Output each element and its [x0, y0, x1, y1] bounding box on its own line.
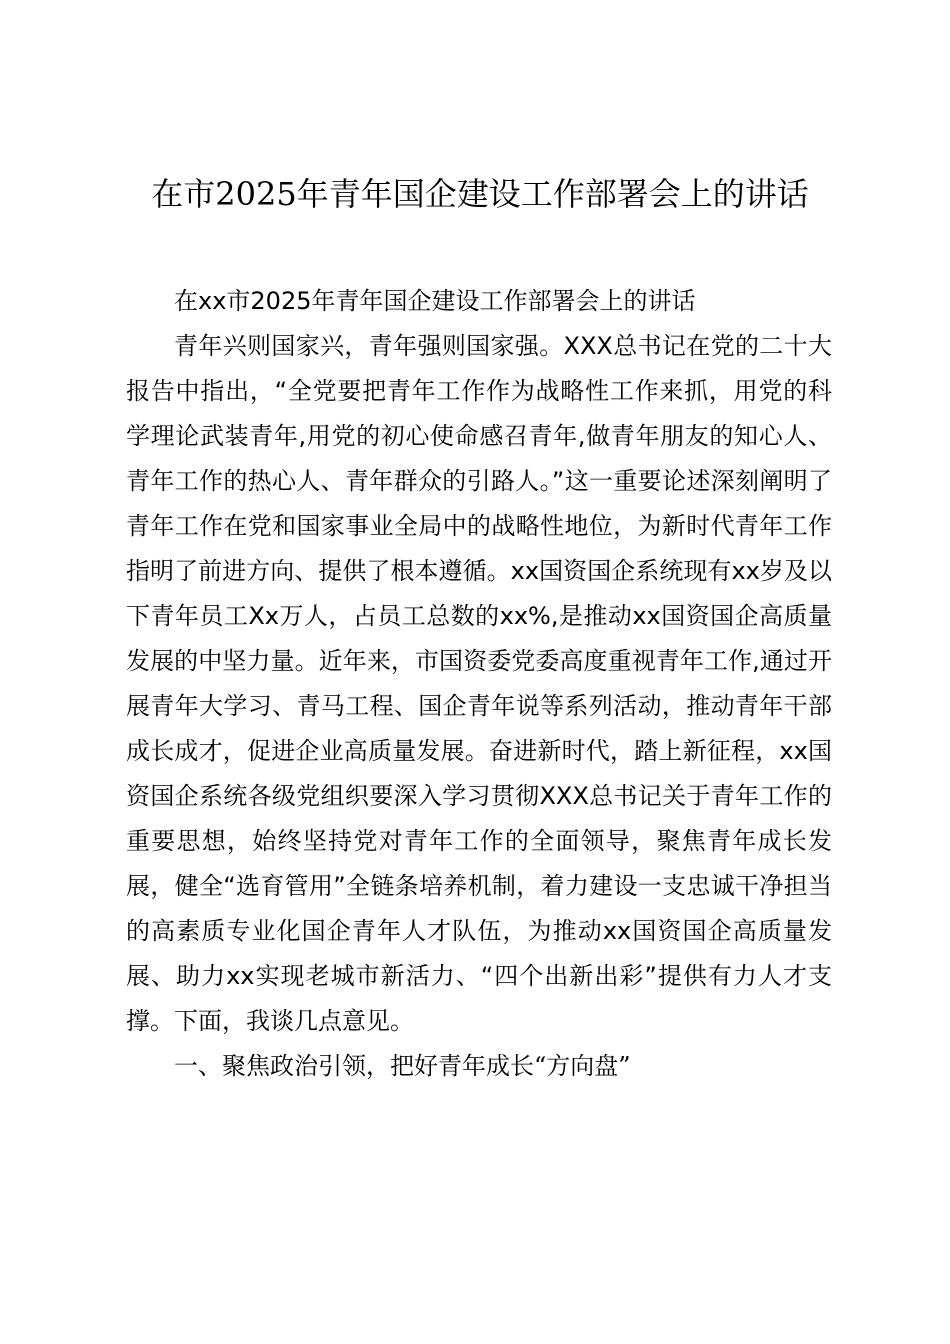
subtitle-line: 在xx市2025年青年国企建设工作部署会上的讲话 [174, 287, 696, 315]
document-body [126, 279, 832, 1089]
body-paragraph: 青年兴则国家兴，青年强则国家强。XXX总书记在党的二十大报告中指出，“全党要把青年工作作为战略性工作来抓，用党的科学理论武装青年,用党的初心使命感召青年,做青年朋友的知心人、青年工作的热心人、青年群众的引路人。”这一重要论述深刻阐明了青年工作在党和国家事业全局中的战略性地位，为新时代青年工作指明了前进方向、提供了根本遵循。xx国资国企系统现有xx岁及以下青年员工Xx万人，占员工总数的xx%,是推动xx国资国企高质量发展的中坚力量。近年来，市国资委党委高度重视青年工作,通过开展青年大学习、青马工程、国企青年说等系列活动，推动青年干部成长成才，促进企业高质量发展。奋进新时代，踏上新征程，xx国资国企系统各级党组织要深入学习贯彻XXX总书记关于青年工作的重要思想，始终坚持党对青年工作的全面领导，聚焦青年成长发展，健全“选育管用”全链条培养机制，着力建设一支忠诚干净担当的高素质专业化国企青年人才队伍，为推动xx国资国企高质量发展、助力xx实现老城市新活力、“四个出新出彩”提供有力人才支撑。下面，我谈几点意见。 [126, 332, 832, 1035]
document-title: 在市2025年青年国企建设工作部署会上的讲话 [151, 175, 809, 213]
section-heading: 一、聚焦政治引领，把好青年成长“方向盘” [174, 1052, 631, 1080]
